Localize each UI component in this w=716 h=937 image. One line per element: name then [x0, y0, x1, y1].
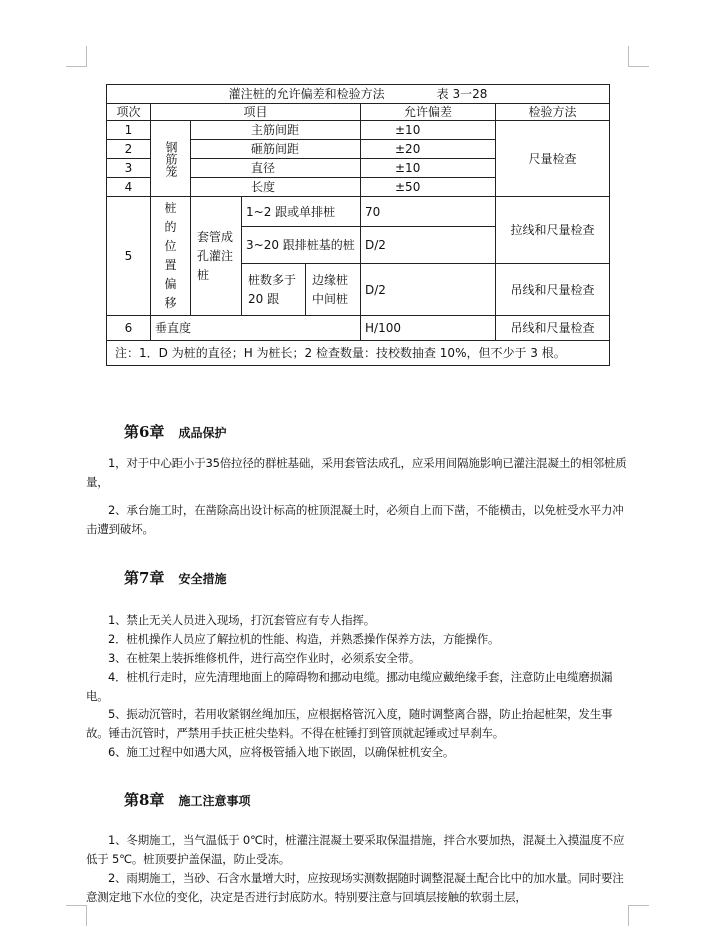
row-item-count	[242, 264, 306, 316]
table-row	[107, 121, 610, 140]
paragraph: 6、施工过程中如遇大风，应将极管插入地下嵌固，以确保桩机安全。	[108, 745, 455, 759]
row-method: 拉线和尺量检查	[496, 197, 610, 264]
row-no: 2	[107, 140, 151, 159]
row-tolerance: H/100	[361, 316, 496, 341]
row-no: 3	[107, 159, 151, 178]
row-item: 砸筋间距	[191, 140, 361, 159]
cage-method: 尺量检查	[496, 121, 610, 197]
chapter-number: 第6章	[124, 423, 165, 441]
paragraph: 2、雨期施工，当砂、石含水量增大时，应按现场实测数据随时调整混凝土配合比中的加水量。同时要注意测定地下水位的变化，决定是否进行封底防水。特别要注意与回填层接触的软弱土层，	[86, 871, 624, 904]
chapter-8-heading	[124, 789, 250, 810]
chapter-number: 第7章	[124, 569, 165, 587]
chapter-title: 成品保护	[178, 426, 227, 440]
table-header-row	[107, 104, 610, 121]
header-item: 项目	[151, 104, 361, 121]
paragraph: 1，对于中心距小于35倍拉径的群桩基础，采用套管法成孔，应采用间隔施影响已灌注混凝土的相邻桩质量，	[86, 456, 627, 489]
row-method: 吊线和尺量检查	[496, 264, 610, 316]
pile-position-text: 边缘桩中间桩	[312, 272, 349, 306]
row-no: 4	[107, 178, 151, 197]
chapter-7-heading	[124, 567, 226, 588]
row-no: 1	[107, 121, 151, 140]
row-tolerance: D/2	[361, 227, 496, 264]
tolerance-table	[106, 84, 610, 366]
header-no: 项次	[107, 104, 151, 121]
table-row	[107, 197, 610, 227]
crop-mark-bottom-right	[628, 905, 649, 926]
row-tolerance: ±20	[361, 140, 496, 159]
cage-label: 钢筋笼	[151, 121, 191, 197]
row-item: 垂直度	[151, 316, 361, 341]
pile-count-text: 桩数多于 20 跟	[248, 272, 297, 306]
crop-mark-top-right	[628, 46, 649, 67]
offset-subgroup-label	[191, 197, 242, 316]
header-tolerance: 允许偏差	[361, 104, 496, 121]
row-no: 5	[107, 197, 151, 316]
paragraph: 2．桩机操作人员应了解拉机的性能、构造，并熟悉操作保养方法，方能操作。	[108, 632, 500, 646]
crop-mark-bottom-left	[66, 905, 87, 926]
row-item: 直径	[191, 159, 361, 178]
row-tolerance: 70	[361, 197, 496, 227]
row-method: 吊线和尺量检查	[496, 316, 610, 341]
row-item: 主筋间距	[191, 121, 361, 140]
chapter-title: 安全措施	[178, 572, 227, 586]
table-number: 表 3一28	[436, 87, 488, 101]
offset-group-label	[151, 197, 191, 316]
row-item-position	[306, 264, 361, 316]
table-caption-row	[107, 85, 610, 104]
paragraph: 2、承台施工时，在凿除高出设计标高的桩顶混凝土时，必须自上而下凿，不能横击，以免桩受水平力冲击遭到破坏。	[86, 503, 624, 536]
row-tolerance: D/2	[361, 264, 496, 316]
row-tolerance: ±10	[361, 121, 496, 140]
chapter-number: 第8章	[124, 791, 165, 809]
offset-subgroup-text: 套管成孔灌注桩	[197, 229, 234, 282]
paragraph: 1、冬期施工，当气温低于 0℃时，桩灌注混凝土要采取保温措施，拌合水要加热，混凝土入摸温度不应低于 5℃。桩顶要护盖保温，防止受冻。	[86, 833, 625, 866]
table-note: 注：1．D 为桩的直径；H 为桩长；2 检查数量：技校数抽查 10%，但不少于 3 根。	[107, 341, 610, 366]
table-caption: 灌注桩的允许偏差和检验方法	[228, 87, 385, 101]
crop-mark-top-left	[66, 46, 87, 67]
offset-group-text: 桩的位置偏移	[164, 201, 177, 310]
row-tolerance: ±10	[361, 159, 496, 178]
row-tolerance: ±50	[361, 178, 496, 197]
row-item: 1~2 跟或单排桩	[242, 197, 361, 227]
paragraph: 4．桩机行走时，应先清理地面上的障碍物和挪动电缆。挪动电缆应戴绝缘手套，注意防止电缆磨损漏电。	[86, 670, 613, 703]
chapter-title: 施工注意事项	[178, 794, 251, 808]
row-no: 6	[107, 316, 151, 341]
table-note-row	[107, 341, 610, 366]
row-item: 长度	[191, 178, 361, 197]
paragraph: 3、在桩架上装拆维修机件，进行高空作业时，必须系安全带。	[108, 651, 421, 665]
paragraph: 5、振动沉管时，若用收紧钢丝绳加压，应根据格管沉入度，随时调整离合器，防止抬起桩架，发生事故。锤击沉管时，严禁用手扶正桩尖垫料。不得在桩锤打到管顶就起锤或过早刹车。	[86, 707, 613, 740]
chapter-6-heading	[124, 421, 226, 442]
paragraph: 1、禁止无关人员进入现场，打沉套管应有专人指挥。	[108, 613, 376, 627]
row-item: 3~20 跟排桩基的桩	[242, 227, 361, 264]
table-row	[107, 316, 610, 341]
header-method: 检验方法	[496, 104, 610, 121]
